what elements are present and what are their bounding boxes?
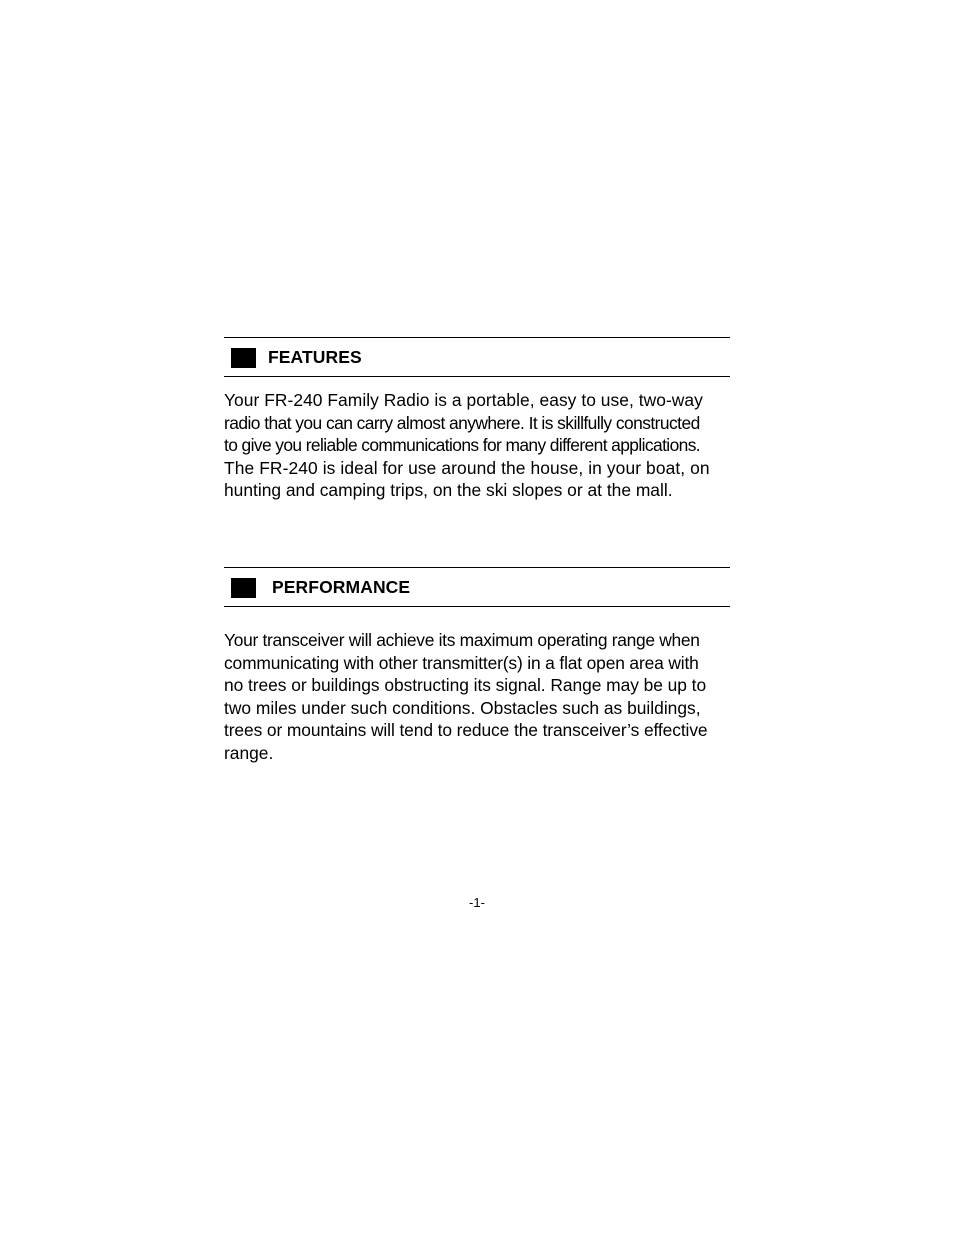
features-paragraph xyxy=(224,389,730,502)
section-marker-block xyxy=(231,578,256,598)
paragraph-line: trees or mountains will tend to reduce the transceiver’s effective xyxy=(224,720,708,741)
performance-paragraph xyxy=(224,629,730,765)
performance-header xyxy=(224,567,730,607)
section-marker-block xyxy=(231,348,256,368)
paragraph-line: two miles under such conditions. Obstacles such as buildings, xyxy=(224,697,701,718)
features-header xyxy=(224,337,730,377)
paragraph-line: radio that you can carry almost anywhere. It is skillfully constructed xyxy=(224,412,700,433)
paragraph-line: Your FR-240 Family Radio is a portable, easy to use, two-way xyxy=(224,390,703,410)
paragraph-line: no trees or buildings obstructing its signal. Range may be up to xyxy=(224,675,707,696)
paragraph-line: range. xyxy=(224,742,274,763)
paragraph-line: hunting and camping trips, on the ski slopes or at the mall. xyxy=(224,480,673,501)
paragraph-line: Your transceiver will achieve its maximum operating range when xyxy=(224,630,700,650)
paragraph-line: to give you reliable communications for many different applications. xyxy=(224,435,701,456)
page-number: -1- xyxy=(469,895,485,910)
features-title: FEATURES xyxy=(268,347,362,367)
paragraph-line: The FR-240 is ideal for use around the house, in your boat, on xyxy=(224,457,710,478)
paragraph-line: communicating with other transmitter(s) in a flat open area with xyxy=(224,652,699,673)
performance-title: PERFORMANCE xyxy=(272,577,411,597)
